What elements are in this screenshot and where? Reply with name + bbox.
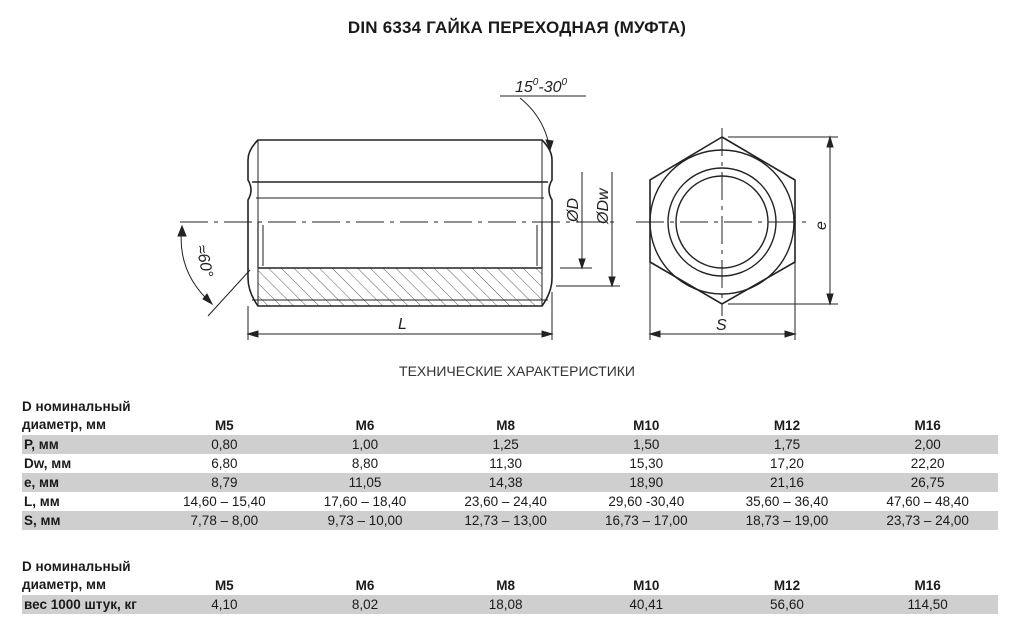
table-cell: 22,20 <box>910 456 945 471</box>
size-header: M16 <box>914 578 941 593</box>
table-cell: 18,90 <box>576 473 717 492</box>
table-row-l <box>22 492 998 511</box>
table-cell: 35,60 – 36,40 <box>745 494 829 509</box>
dim-D-label: ØD <box>565 198 582 222</box>
side-angle-label: ≈60° <box>192 243 216 280</box>
table-cell: 56,60 <box>717 595 858 614</box>
dim-L-label: L <box>398 316 407 333</box>
table-cell: 12,73 – 13,00 <box>435 511 576 530</box>
e-dimension <box>728 137 838 304</box>
size-header: M5 <box>214 578 234 593</box>
table-cell: 1,50 <box>576 435 717 454</box>
table-cell: 47,60 – 48,40 <box>886 494 969 509</box>
table-cell: 40,41 <box>576 595 717 614</box>
chamfer-angle-label: $15^0-30^0$ <box>515 77 568 96</box>
row-label: S, мм <box>22 511 154 530</box>
table-header-row <box>22 558 998 595</box>
row-label: Dw, мм <box>24 456 72 471</box>
table-row-e <box>22 473 998 492</box>
spec-table <box>22 398 998 530</box>
weight-table <box>22 558 998 614</box>
table-cell: 1,25 <box>435 435 576 454</box>
header-label <box>22 558 154 595</box>
header-label-line1: D номинальный <box>22 399 131 414</box>
table-cell: 9,73 – 10,00 <box>295 511 436 530</box>
header-label <box>22 398 154 435</box>
size-header: M10 <box>633 578 660 593</box>
table-cell: 17,60 – 18,40 <box>323 494 407 509</box>
size-header: M12 <box>773 418 801 433</box>
table-cell: 18,73 – 19,00 <box>717 511 858 530</box>
size-header: M6 <box>355 418 375 433</box>
table-cell: 15,30 <box>629 456 664 471</box>
table-cell: 6,80 <box>211 456 238 471</box>
size-header: M10 <box>633 418 660 433</box>
table-row-s <box>22 511 998 530</box>
table-cell: 4,10 <box>154 595 295 614</box>
table-cell: 8,02 <box>295 595 436 614</box>
table-cell: 23,73 – 24,00 <box>857 511 998 530</box>
table-cell: 14,60 – 15,40 <box>183 494 266 509</box>
table-cell: 29,60 -30,40 <box>608 494 685 509</box>
table-cell: 16,73 – 17,00 <box>576 511 717 530</box>
row-label: L, мм <box>24 494 60 509</box>
table-cell: 8,79 <box>154 473 295 492</box>
side-view <box>248 140 552 306</box>
table-header-row <box>22 398 998 435</box>
size-header: M8 <box>496 578 516 593</box>
size-header: M8 <box>496 418 516 433</box>
table-row-p <box>22 435 998 454</box>
table-cell: 11,30 <box>489 456 523 471</box>
table-cell: 17,20 <box>770 456 804 471</box>
header-label-line2: диаметр, мм <box>22 417 107 432</box>
row-label: вес 1000 штук, кг <box>22 595 154 614</box>
section-subtitle: ТЕХНИЧЕСКИЕ ХАРАКТЕРИСТИКИ <box>399 363 635 379</box>
table-cell: 1,00 <box>295 435 436 454</box>
page-title: DIN 6334 ГАЙКА ПЕРЕХОДНАЯ (МУФТА) <box>347 18 687 37</box>
row-label: P, мм <box>22 435 154 454</box>
table-cell: 8,80 <box>351 456 379 471</box>
table-cell: 11,05 <box>295 473 436 492</box>
dim-Dw-label: ØDw <box>595 188 612 224</box>
table-cell: 1,75 <box>717 435 858 454</box>
table-cell: 2,00 <box>857 435 998 454</box>
table-row-weight <box>22 595 998 614</box>
size-header: M5 <box>214 418 234 433</box>
table-row-dw <box>22 454 998 473</box>
table-cell: 7,78 – 8,00 <box>154 511 295 530</box>
size-header: M16 <box>914 418 941 433</box>
table-cell: 23,60 – 24,40 <box>464 494 547 509</box>
size-header: M12 <box>773 578 801 593</box>
size-header: M6 <box>355 578 375 593</box>
table-cell: 26,75 <box>857 473 998 492</box>
dim-e-label: e <box>813 221 830 230</box>
table-cell: 14,38 <box>435 473 576 492</box>
table-cell: 0,80 <box>154 435 295 454</box>
dim-S-label: S <box>716 317 727 334</box>
header-label-line2: диаметр, мм <box>22 577 107 592</box>
header-label-line1: D номинальный <box>22 559 131 574</box>
table-cell: 18,08 <box>435 595 576 614</box>
row-label: e, мм <box>22 473 154 492</box>
table-cell: 114,50 <box>857 595 998 614</box>
table-cell: 21,16 <box>717 473 858 492</box>
